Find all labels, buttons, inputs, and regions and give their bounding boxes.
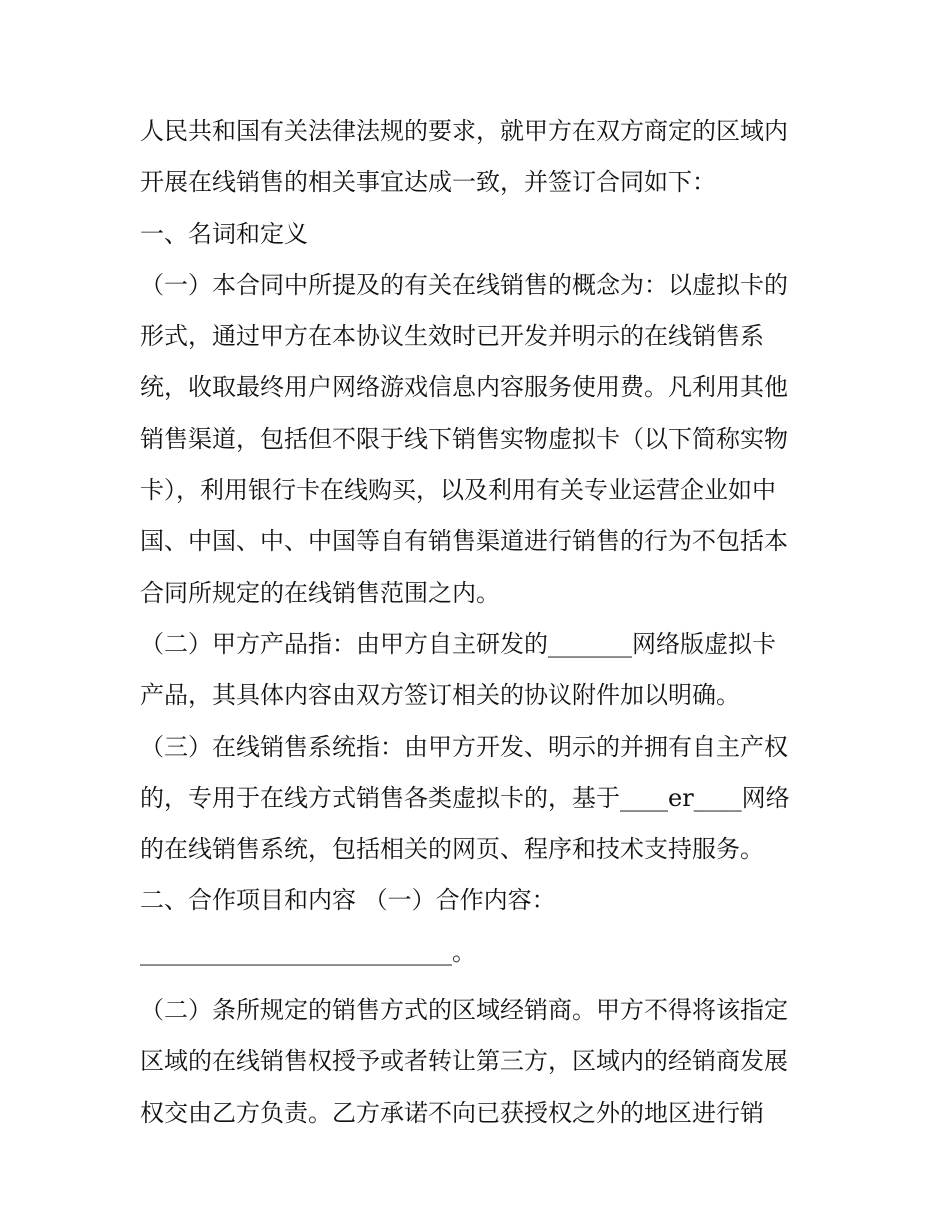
text-line: （一）本合同中所提及的有关在线销售的概念为：以虚拟卡的 bbox=[140, 270, 788, 299]
text-line: 销售渠道，包括但不限于线下销售实物虚拟卡（以下简称实物 bbox=[140, 424, 788, 453]
text-line: 卡），利用银行卡在线购买，以及利用有关专业运营企业如中 bbox=[140, 476, 776, 505]
section-heading: 一、名词和定义 bbox=[140, 219, 308, 248]
section-heading: 二、合作项目和内容 （一）合作内容： bbox=[140, 886, 556, 915]
text-line: 权交由乙方负责。乙方承诺不向已获授权之外的地区进行销 bbox=[140, 1098, 764, 1127]
text-line: （三）在线销售系统指：由甲方开发、明示的并拥有自主产权 bbox=[140, 732, 788, 761]
document-body bbox=[140, 106, 820, 1139]
text-line: 国、中国、中、中国等自有销售渠道进行销售的行为不包括本 bbox=[140, 527, 788, 556]
text-line: 形式，通过甲方在本协议生效时已开发并明示的在线销售系 bbox=[140, 322, 764, 351]
text-line: 区域的在线销售权授予或者转让第三方，区域内的经销商发展 bbox=[140, 1047, 788, 1076]
text-line: （二）甲方产品指：由甲方自主研发的_______网络版虚拟卡 bbox=[140, 629, 776, 658]
text-line: 的在线销售系统，包括相关的网页、程序和技术支持服务。 bbox=[140, 835, 764, 864]
text-line: 的，专用于在线方式销售各类虚拟卡的，基于____er____网络 bbox=[140, 783, 790, 812]
text-line: （二）条所规定的销售方式的区域经销商。甲方不得将该指定 bbox=[140, 996, 788, 1025]
text-line: 人民共和国有关法律法规的要求，就甲方在双方商定的区域内 bbox=[140, 117, 788, 145]
text-line: 产品，其具体内容由双方签订相关的协议附件加以明确。 bbox=[140, 681, 740, 710]
text-line: 合同所规定的在线销售范围之内。 bbox=[140, 578, 500, 607]
text-line: 开展在线销售的相关事宜达成一致，并签订合同如下： bbox=[140, 168, 716, 197]
blank-fill-line: __________________________。 bbox=[140, 937, 476, 966]
text-line: 统，收取最终用户网络游戏信息内容服务使用费。凡利用其他 bbox=[140, 373, 788, 402]
